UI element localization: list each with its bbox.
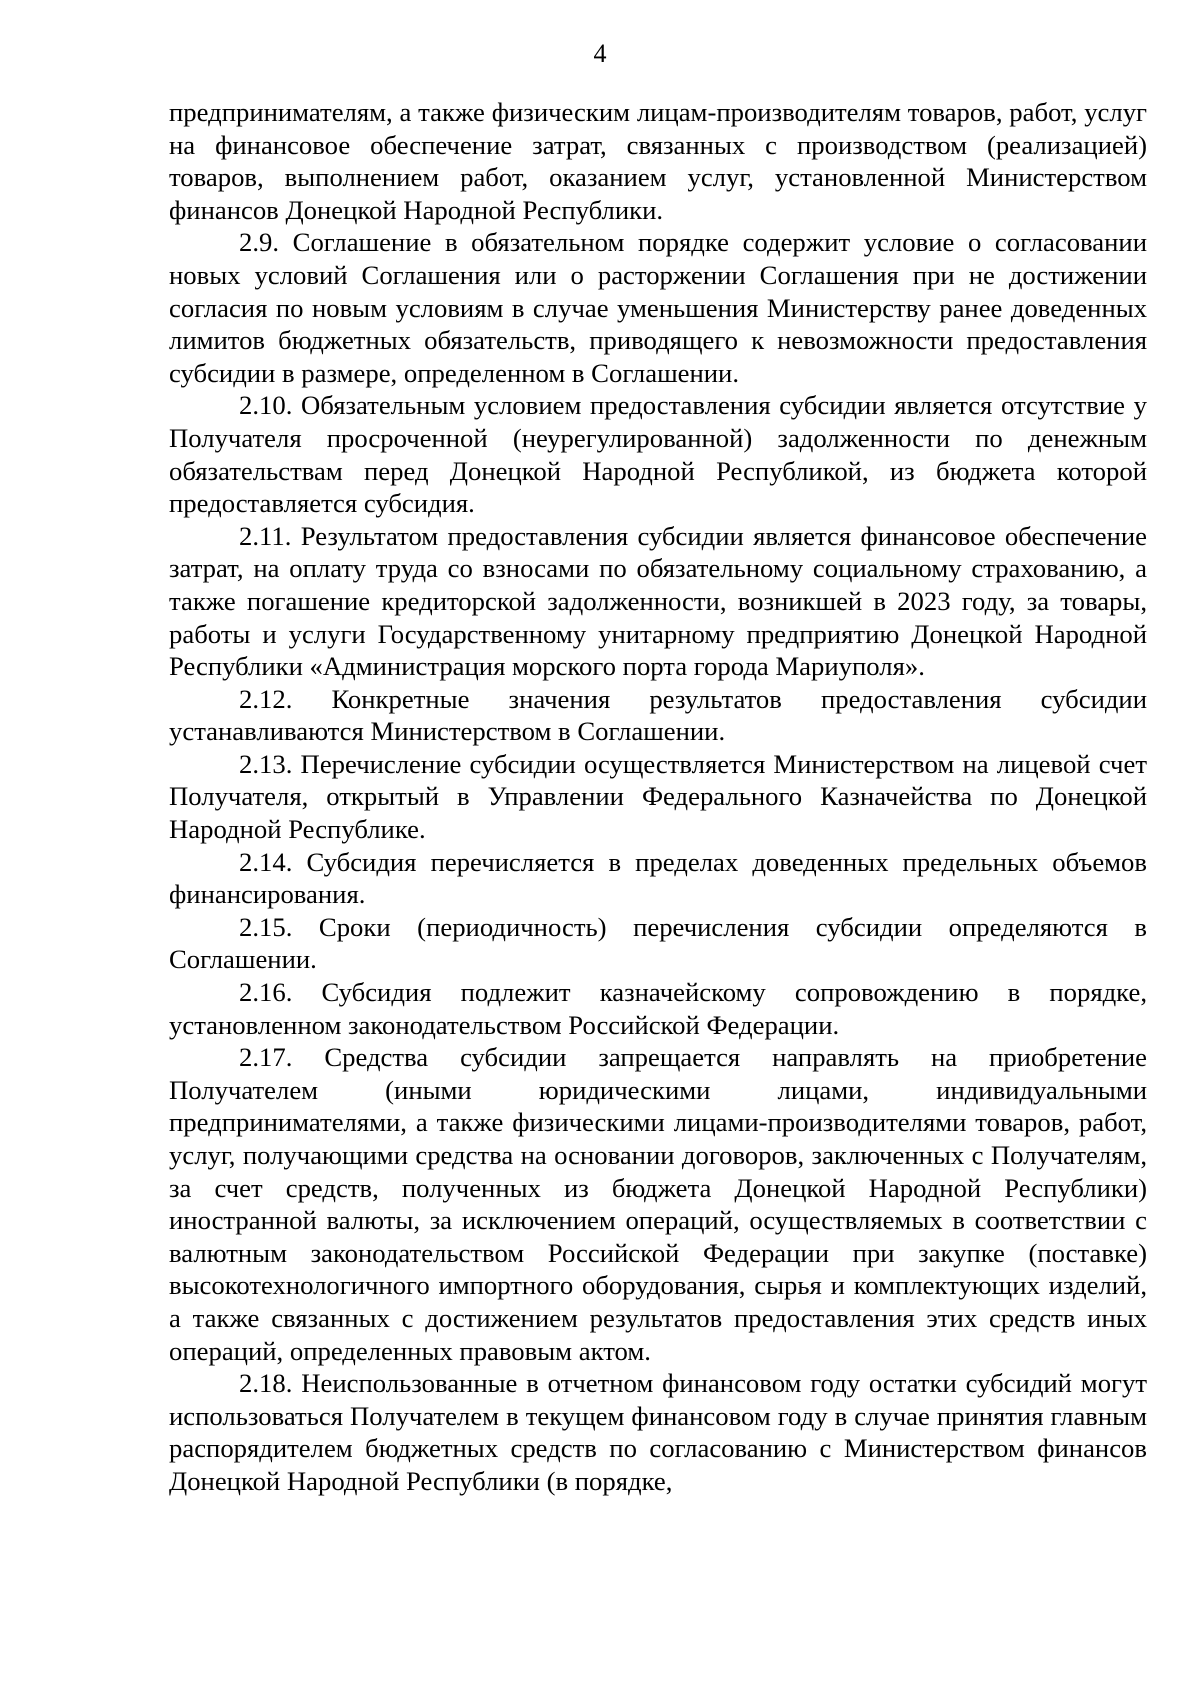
paragraph-2-13: 2.13. Перечисление субсидии осуществляется Министерством на лицевой счет Получателя, открытый в Управлении Федерального Казначейства по Донецкой Народной Республике. — [169, 748, 1147, 845]
paragraph-2-17: 2.17. Средства субсидии запрещается направлять на приобретение Получателем (иными юридическими лицами, индивидуальными предпринимателями, а также физическими лицами-производителями товаров, работ, услуг, получающими средства на основании договоров, заключенных с Получателям, за счет средств, полученных из бюджета Донецкой Народной Республики) иностранной валюты, за исключением операций, осуществляемых в соответствии с валютным законодательством Российской Федерации при закупке (поставке) высокотехнологичного импортного оборудования, сырья и комплектующих изделий, а также связанных с достижением результатов предоставления этих средств иных операций, определенных правовым актом. — [169, 1042, 1147, 1366]
paragraph-2-12: 2.12. Конкретные значения результатов предоставления субсидии устанавливаются Министерством в Соглашении. — [169, 683, 1147, 747]
paragraph-2-9: 2.9. Соглашение в обязательном порядке содержит условие о согласовании новых условий Соглашения или о расторжении Соглашения при не достижении согласия по новым условиям в случае уменьшения Министерству ранее доведенных лимитов бюджетных обязательств, приводящего к невозможности предоставления субсидии в размере, определенном в Соглашении. — [169, 227, 1147, 388]
paragraph-2-15: 2.15. Сроки (периодичность) перечисления субсидии определяются в Соглашении. — [169, 911, 1147, 975]
paragraph-continuation: предпринимателям, а также физическим лицам-производителям товаров, работ, услуг на финансовое обеспечение затрат, связанных с производством (реализацией) товаров, выполнением работ, оказанием услуг, установленной Министерством финансов Донецкой Народной Республики. — [169, 97, 1147, 225]
paragraph-2-16: 2.16. Субсидия подлежит казначейскому сопровождению в порядке, установленном законодательством Российской Федерации. — [169, 977, 1147, 1040]
paragraph-2-10: 2.10. Обязательным условием предоставления субсидии является отсутствие у Получателя просроченной (неурегулированной) задолженности по денежным обязательствам перед Донецкой Народной Республикой, из бюджета которой предоставляется субсидия. — [169, 390, 1147, 519]
document-body — [169, 96, 1147, 1498]
paragraph-2-11: 2.11. Результатом предоставления субсидии является финансовое обеспечение затрат, на оплату труда со взносами по обязательному социальному страхованию, а также погашение кредиторской задолженности, возникшей в 2023 году, за товары, работы и услуги Государственному унитарному предприятию Донецкой Народной Республики «Администрация морского порта города Мариуполя». — [169, 520, 1147, 682]
paragraph-2-14: 2.14. Субсидия перечисляется в пределах доведенных предельных объемов финансирования. — [169, 846, 1147, 910]
paragraph-2-18: 2.18. Неиспользованные в отчетном финансовом году остатки субсидий могут использоваться Получателем в текущем финансовом году в случае принятия главным распорядителем бюджетных средств по согласованию с Министерством финансов Донецкой Народной Республики (в порядке, — [169, 1368, 1147, 1496]
page-number: 4 — [593, 39, 607, 68]
